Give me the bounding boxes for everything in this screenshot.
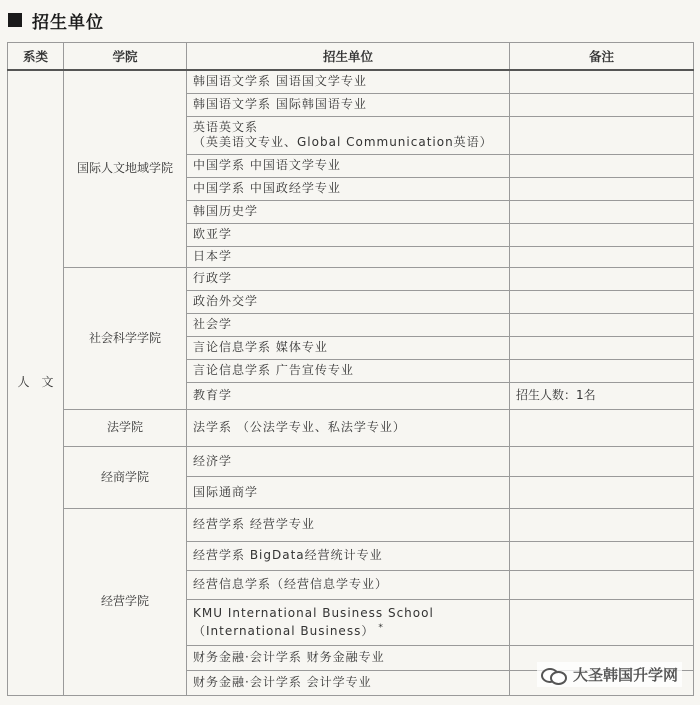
unit-cell: 经营学系 经营学专业 <box>187 508 510 541</box>
note-cell <box>510 70 694 93</box>
watermark-text: 大圣韩国升学网 <box>572 666 678 684</box>
note-cell <box>510 93 694 116</box>
square-bullet-icon <box>8 13 22 27</box>
college-cell: 国际人文地域学院 <box>64 70 187 267</box>
unit-cell: 韩国语文学系 国语国文学专业 <box>187 70 510 93</box>
note-cell <box>510 246 694 267</box>
note-cell <box>510 177 694 200</box>
note-cell <box>510 541 694 570</box>
category-cell: 人 文 <box>8 70 64 695</box>
unit-cell: 财务金融·会计学系 会计学专业 <box>187 670 510 695</box>
table-row <box>8 70 694 93</box>
unit-cell: 言论信息学系 媒体专业 <box>187 336 510 359</box>
admission-units-table <box>7 42 694 696</box>
unit-cell: 言论信息学系 广告宣传专业 <box>187 359 510 382</box>
unit-cell: 中国学系 中国政经学专业 <box>187 177 510 200</box>
unit-cell: 社会学 <box>187 313 510 336</box>
note-cell <box>510 336 694 359</box>
unit-cell: 国际通商学 <box>187 476 510 508</box>
header-category: 系类 <box>8 43 64 71</box>
footnote-mark: * <box>378 622 384 633</box>
watermark <box>537 662 682 687</box>
unit-cell: 经济学 <box>187 446 510 476</box>
note-cell <box>510 359 694 382</box>
unit-cell: 英语英文系 （英美语文专业、Global Communication英语） <box>187 116 510 154</box>
section-title-text: 招生单位 <box>32 12 104 33</box>
note-cell <box>510 570 694 599</box>
header-college: 学院 <box>64 43 187 71</box>
college-cell: 经营学院 <box>64 508 187 695</box>
note-cell <box>510 599 694 645</box>
note-cell <box>510 223 694 246</box>
unit-cell: 教育学 <box>187 382 510 409</box>
table-row <box>8 409 694 446</box>
note-cell <box>510 476 694 508</box>
unit-cell-kmu-text: KMU International Business School （International Business） <box>193 605 434 638</box>
note-cell <box>510 290 694 313</box>
unit-cell: 中国学系 中国语文学专业 <box>187 154 510 177</box>
note-cell <box>510 267 694 290</box>
college-cell: 法学院 <box>64 409 187 446</box>
note-cell <box>510 508 694 541</box>
table-row <box>8 446 694 476</box>
note-cell <box>510 154 694 177</box>
unit-cell: 韩国历史学 <box>187 200 510 223</box>
note-cell <box>510 409 694 446</box>
note-cell: 招生人数：1名 <box>510 382 694 409</box>
wechat-icon <box>541 666 567 684</box>
unit-cell: 日本学 <box>187 246 510 267</box>
note-cell <box>510 446 694 476</box>
unit-cell: 行政学 <box>187 267 510 290</box>
unit-cell: 韩国语文学系 国际韩国语专业 <box>187 93 510 116</box>
table-header-row <box>8 43 694 71</box>
college-cell: 社会科学学院 <box>64 267 187 409</box>
unit-cell: 经营信息学系（经营信息学专业） <box>187 570 510 599</box>
college-cell: 经商学院 <box>64 446 187 508</box>
note-cell <box>510 313 694 336</box>
table-row <box>8 508 694 541</box>
unit-cell: 财务金融·会计学系 财务金融专业 <box>187 645 510 670</box>
note-cell <box>510 200 694 223</box>
section-title <box>8 8 104 32</box>
note-cell <box>510 116 694 154</box>
unit-cell: 政治外交学 <box>187 290 510 313</box>
header-unit: 招生单位 <box>187 43 510 71</box>
header-note: 备注 <box>510 43 694 71</box>
unit-cell: 经营学系 BigData经营统计专业 <box>187 541 510 570</box>
table-row <box>8 267 694 290</box>
unit-cell: 欧亚学 <box>187 223 510 246</box>
unit-cell-kmu <box>187 599 510 645</box>
unit-cell: 法学系 （公法学专业、私法学专业） <box>187 409 510 446</box>
